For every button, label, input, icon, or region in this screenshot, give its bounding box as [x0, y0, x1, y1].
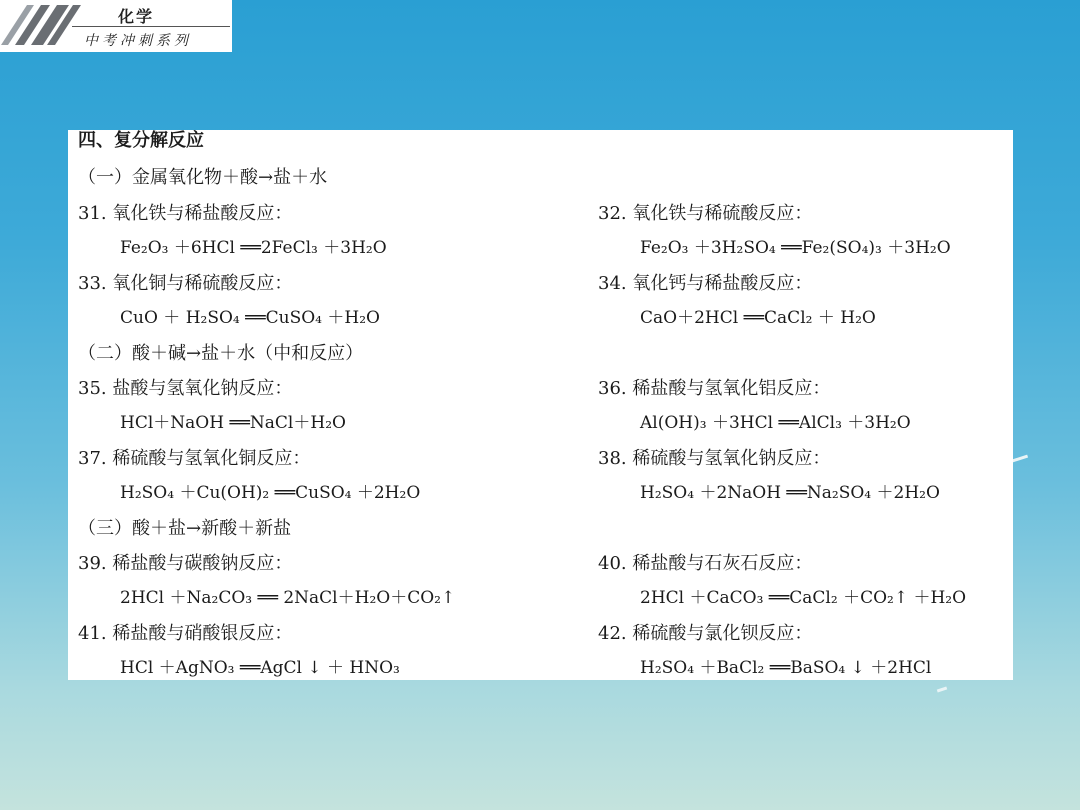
reaction-label: 36. 稀盐酸与氢氧化铝反应： — [598, 378, 831, 399]
series-title: 中考冲刺系列 — [84, 33, 192, 49]
reaction-equation: 2HCl ＋Na₂CO₃ ══ 2NaCl＋H₂O＋CO₂↑ — [120, 588, 456, 608]
section-title: 四、复分解反应 — [78, 130, 204, 151]
reaction-label: 38. 稀硫酸与氢氧化钠反应： — [598, 448, 831, 469]
subject-title: 化学 — [118, 7, 155, 26]
reaction-label: 42. 稀硫酸与氯化钡反应： — [598, 623, 813, 644]
reaction-equation: H₂SO₄ ＋BaCl₂ ══BaSO₄ ↓ ＋2HCl — [640, 658, 932, 678]
reaction-label: 32. 氧化铁与稀硫酸反应： — [598, 203, 813, 224]
reaction-equation: Fe₂O₃ ＋3H₂SO₄ ══Fe₂(SO₄)₃ ＋3H₂O — [640, 238, 951, 258]
reaction-equation: HCl＋NaOH ══NaCl＋H₂O — [120, 413, 346, 433]
reaction-equation: H₂SO₄ ＋2NaOH ══Na₂SO₄ ＋2H₂O — [640, 483, 940, 503]
reaction-equation: CuO ＋ H₂SO₄ ══CuSO₄ ＋H₂O — [120, 308, 380, 328]
group-heading: （一）金属氧化物＋酸→盐＋水 — [78, 167, 328, 188]
group-heading: （三）酸＋盐→新酸＋新盐 — [78, 518, 292, 539]
reaction-label: 34. 氧化钙与稀盐酸反应： — [598, 273, 813, 294]
header-badge — [0, 0, 232, 52]
reaction-label: 40. 稀盐酸与石灰石反应： — [598, 553, 813, 574]
content-panel — [68, 130, 1013, 680]
reaction-equation: Fe₂O₃ ＋6HCl ══2FeCl₃ ＋3H₂O — [120, 238, 387, 258]
reaction-equation: H₂SO₄ ＋Cu(OH)₂ ══CuSO₄ ＋2H₂O — [120, 483, 421, 503]
reaction-label: 35. 盐酸与氢氧化钠反应： — [78, 378, 293, 399]
decorative-streak — [1012, 455, 1028, 463]
reaction-label: 31. 氧化铁与稀盐酸反应： — [78, 203, 293, 224]
reaction-equation: Al(OH)₃ ＋3HCl ══AlCl₃ ＋3H₂O — [640, 413, 911, 433]
reaction-equation: 2HCl ＋CaCO₃ ══CaCl₂ ＋CO₂↑ ＋H₂O — [640, 588, 967, 608]
reaction-label: 37. 稀硫酸与氢氧化铜反应： — [78, 448, 311, 469]
decorative-streak — [937, 687, 947, 693]
group-heading: （二）酸＋碱→盐＋水（中和反应） — [78, 343, 364, 364]
reaction-label: 33. 氧化铜与稀硫酸反应： — [78, 273, 293, 294]
reaction-equation: HCl ＋AgNO₃ ══AgCl ↓ ＋ HNO₃ — [120, 658, 400, 678]
reaction-equation: CaO＋2HCl ══CaCl₂ ＋ H₂O — [640, 308, 876, 328]
header-divider — [72, 26, 230, 27]
reaction-label: 39. 稀盐酸与碳酸钠反应： — [78, 553, 293, 574]
reaction-label: 41. 稀盐酸与硝酸银反应： — [78, 623, 293, 644]
